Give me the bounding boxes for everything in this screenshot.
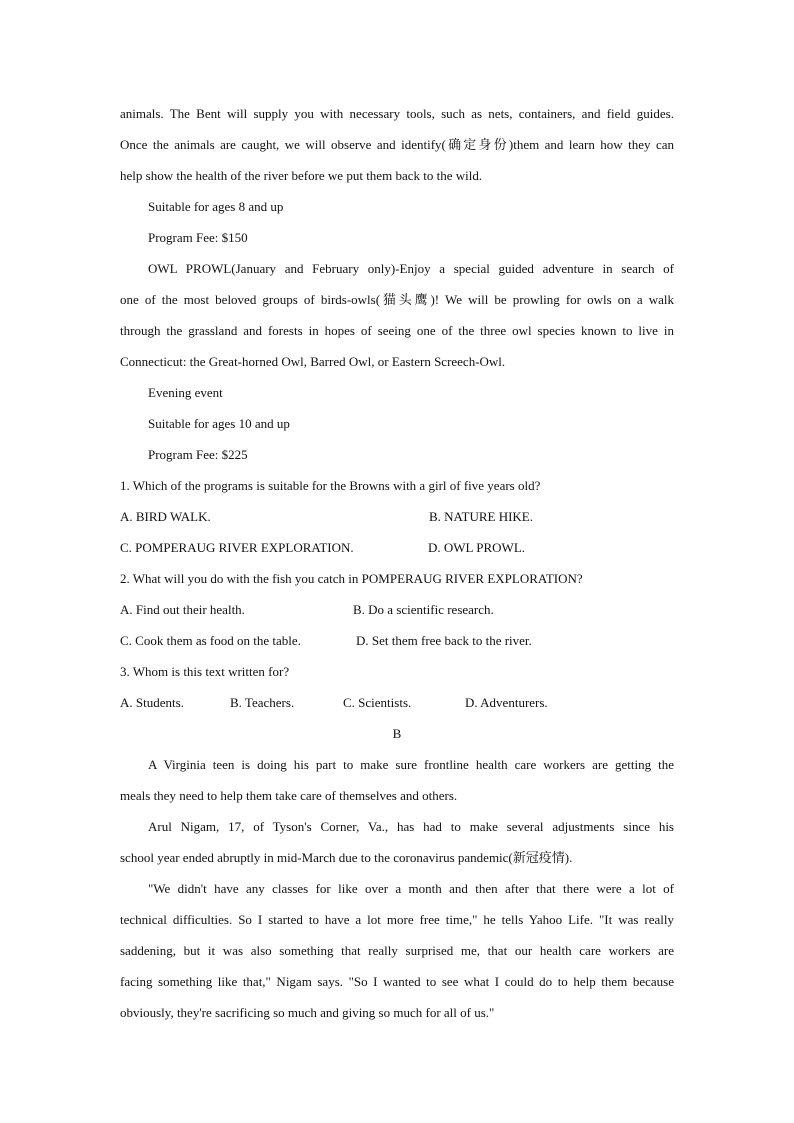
passage-b-heading: B: [392, 726, 402, 741]
owl-prowl-line-4: Connecticut: the Great-horned Owl, Barred Owl, or Eastern Screech-Owl.: [120, 354, 506, 369]
question-2-stem: 2. What will you do with the fish you catch in POMPERAUG RIVER EXPLORATION?: [120, 571, 583, 586]
question-3-stem: 3. Whom is this text written for?: [120, 664, 290, 679]
evening-event: Evening event: [148, 385, 223, 400]
passage-b-p3-line-4: facing something like that," Nigam says. "So I wanted to see what I could do to help them because: [120, 974, 674, 989]
q3-option-c: C. Scientists.: [343, 695, 412, 710]
passage-b-p2-line-2: school year ended abruptly in mid-March due to the coronavirus pandemic(新冠疫情).: [120, 850, 573, 865]
owl-prowl-line-2: one of the most beloved groups of birds-owls(猫头鹰)! We will be prowling for owls on a walk: [120, 292, 674, 307]
suitable-age-1: Suitable for ages 8 and up: [148, 199, 284, 214]
q3-option-a: A. Students.: [120, 695, 184, 710]
question-2-options-row-2: [120, 625, 674, 656]
q2-option-c: C. Cook them as food on the table.: [120, 633, 301, 648]
q3-option-b: B. Teachers.: [230, 695, 295, 710]
program-fee-1: Program Fee: $150: [148, 230, 248, 245]
owl-prowl-line-1: OWL PROWL(January and February only)-Enjoy a special guided adventure in search of: [148, 261, 674, 276]
q2-option-a: A. Find out their health.: [120, 602, 245, 617]
q2-option-d: D. Set them free back to the river.: [356, 633, 532, 648]
q1-option-d: D. OWL PROWL.: [428, 540, 526, 555]
passage-a-p1-line-2: Once the animals are caught, we will observe and identify(确定身份)them and learn how they can: [120, 137, 674, 152]
passage-b-p3-line-2: technical difficulties. So I started to have a lot more free time," he tells Yahoo Life. "It was really: [120, 912, 674, 927]
passage-b-p2-line-1: Arul Nigam, 17, of Tyson's Corner, Va., has had to make several adjustments since his: [148, 819, 674, 834]
passage-b-p3-line-3: saddening, but it was also something that really surprised me, that our health care workers are: [120, 943, 674, 958]
passage-b-p3-line-1: "We didn't have any classes for like over a month and then after that there were a lot of: [148, 881, 674, 896]
question-1-stem: 1. Which of the programs is suitable for the Browns with a girl of five years old?: [120, 478, 541, 493]
question-1-options-row-2: [120, 532, 674, 563]
owl-prowl-line-3: through the grassland and forests in hopes of seeing one of the three owl species known to live in: [120, 323, 674, 338]
question-3-options-row: [120, 687, 674, 718]
passage-b-p3-line-5: obviously, they're sacrificing so much and giving so much for all of us.": [120, 1005, 495, 1020]
passage-b-p1-line-2: meals they need to help them take care of themselves and others.: [120, 788, 458, 803]
document-page: [120, 98, 674, 1028]
q1-option-a: A. BIRD WALK.: [120, 509, 211, 524]
q1-option-b: B. NATURE HIKE.: [429, 509, 533, 524]
passage-b-p1-line-1: A Virginia teen is doing his part to make sure frontline health care workers are getting the: [148, 757, 674, 772]
q1-option-c: C. POMPERAUG RIVER EXPLORATION.: [120, 540, 354, 555]
passage-a-p1-line-3: help show the health of the river before we put them back to the wild.: [120, 168, 483, 183]
program-fee-2: Program Fee: $225: [148, 447, 248, 462]
question-2-options-row-1: [120, 594, 674, 625]
q2-option-b: B. Do a scientific research.: [353, 602, 494, 617]
q3-option-d: D. Adventurers.: [465, 695, 548, 710]
passage-a-p1-line-1: animals. The Bent will supply you with necessary tools, such as nets, containers, and field guides.: [120, 106, 674, 121]
suitable-age-2: Suitable for ages 10 and up: [148, 416, 290, 431]
question-1-options-row-1: [120, 501, 674, 532]
